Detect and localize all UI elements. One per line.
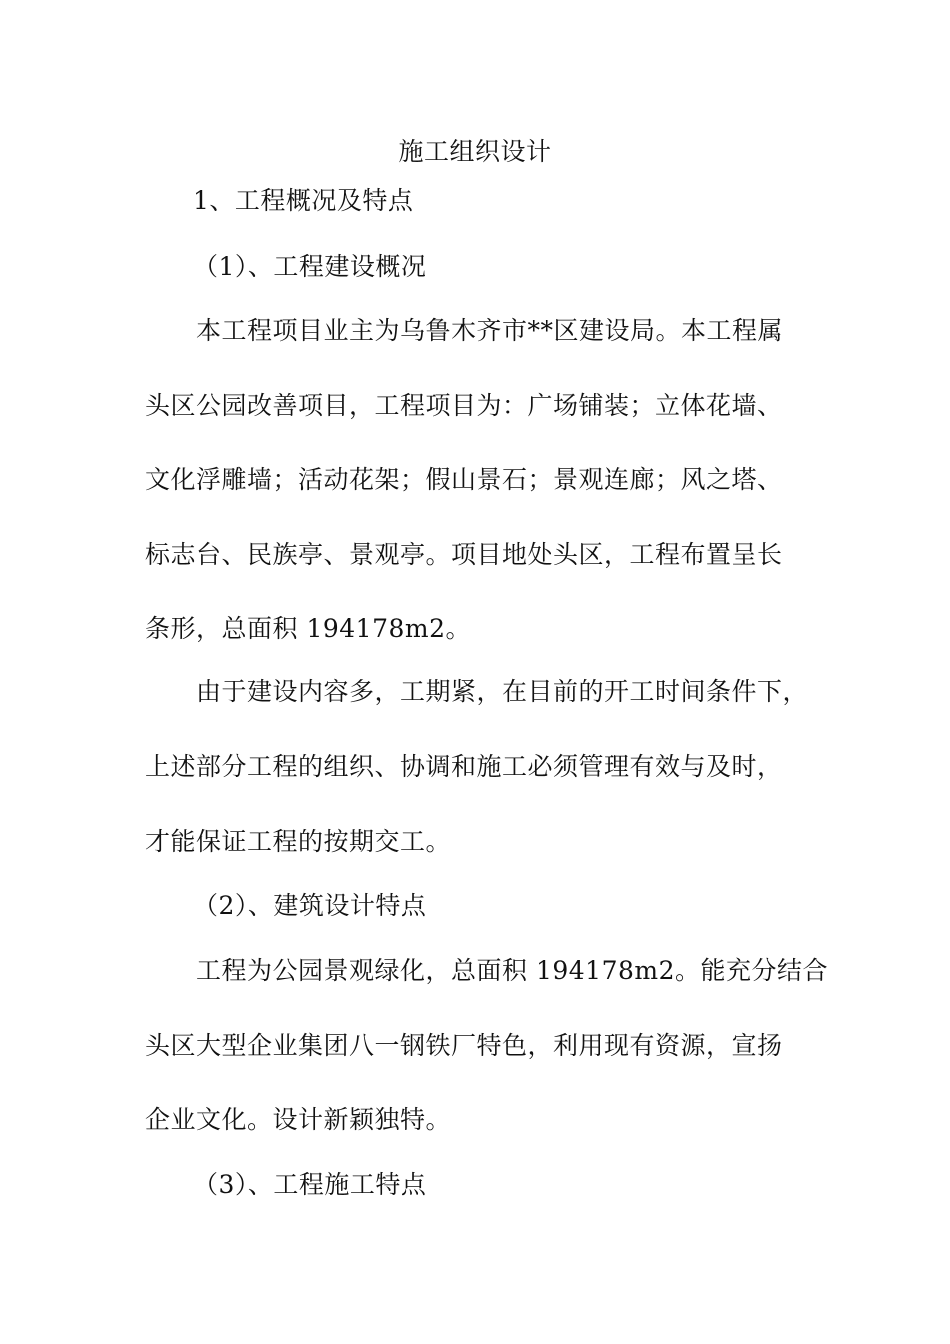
paragraph-line: 本工程项目业主为乌鲁木齐市**区建设局。本工程属 — [196, 316, 784, 345]
subsection-3-heading: （3）、工程施工特点 — [193, 1170, 427, 1199]
subsection-1-heading: （1）、工程建设概况 — [193, 252, 427, 281]
paragraph-line: 企业文化。设计新颖独特。 — [145, 1105, 452, 1134]
paragraph-line: 工程为公园景观绿化，总面积 194178m2。能充分结合 — [196, 956, 828, 985]
paragraph-line: 由于建设内容多，工期紧，在目前的开工时间条件下， — [196, 677, 809, 706]
paragraph-line: 头区大型企业集团八一钢铁厂特色，利用现有资源，宣扬 — [145, 1031, 783, 1060]
paragraph-line: 文化浮雕墙；活动花架；假山景石；景观连廊；风之塔、 — [145, 465, 783, 494]
paragraph-line: 标志台、民族亭、景观亭。项目地处头区，工程布置呈长 — [145, 540, 783, 569]
paragraph-line: 条形，总面积 194178m2。 — [145, 614, 471, 643]
paragraph-line: 上述部分工程的组织、协调和施工必须管理有效与及时， — [145, 752, 783, 781]
paragraph-line: 头区公园改善项目，工程项目为：广场铺装；立体花墙、 — [145, 391, 783, 420]
paragraph-line: 才能保证工程的按期交工。 — [145, 827, 452, 856]
section-1-heading: 1、工程概况及特点 — [193, 186, 414, 215]
document-title: 施工组织设计 — [398, 137, 552, 166]
subsection-2-heading: （2）、建筑设计特点 — [193, 891, 427, 920]
